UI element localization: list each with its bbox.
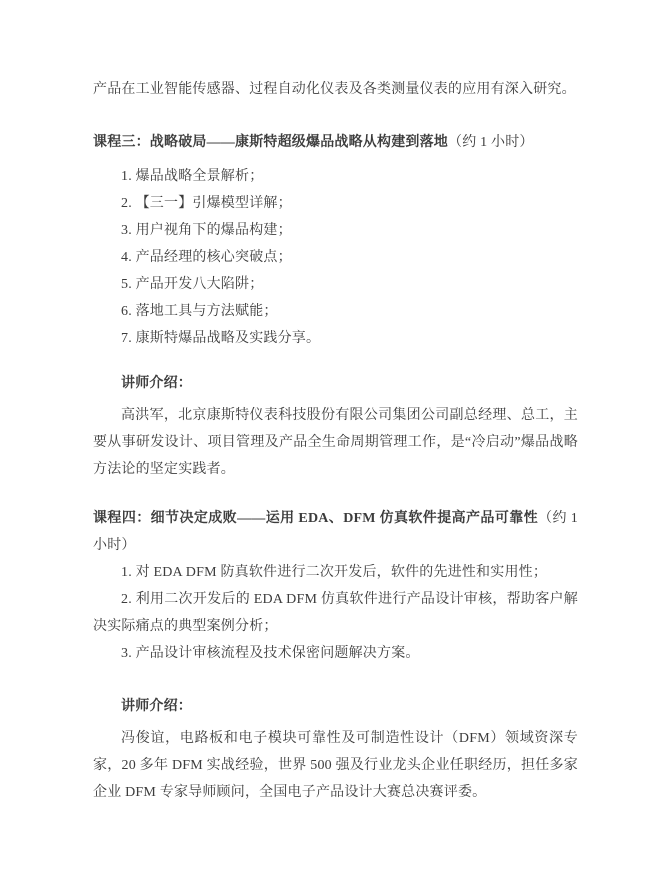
course3-item-1: 1. 爆品战略全景解析；	[121, 169, 264, 184]
course3-item-5: 5. 产品开发八大陷阱；	[121, 277, 264, 292]
course4-item-3: 3. 产品设计审核流程及技术保密问题解决方案。	[121, 646, 420, 661]
intro-paragraph: 产品在工业智能传感器、过程自动化仪表及各类测量仪表的应用有深入研究。	[93, 82, 576, 97]
course3-heading-duration: （约 1 小时）	[448, 135, 534, 150]
course4-item-1: 1. 对 EDA DFM 防真软件进行二次开发后，软件的先进性和实用性；	[121, 565, 548, 580]
course3-lecturer-bio: 高洪军，北京康斯特仪表科技股份有限公司集团公司副总经理、总工，主要从事研发设计、项目管理及产品全生命周期管理工作，是“冷启动”爆品战略方法论的坚定实践者。	[93, 408, 578, 477]
course3-item-3: 3. 用户视角下的爆品构建；	[121, 223, 292, 238]
course4-heading-duration: （约 1 小时）	[93, 511, 578, 553]
course4-lecturer-bio: 冯俊谊，电路板和电子模块可靠性及可制造性设计（DFM）领域资深专家，20 多年 DFM 实战经验，世界 500 强及行业龙头企业任职经历，担任多家企业 DFM 专家导师顾问，全国电子产品设计大赛总决赛评委。	[93, 731, 578, 800]
course3-item-7: 7. 康斯特爆品战略及实践分享。	[121, 331, 321, 346]
course3-heading-title: 课程三：战略破局——康斯特超级爆品战略从构建到落地	[93, 135, 448, 150]
course4-item-2: 2. 利用二次开发后的 EDA DFM 仿真软件进行产品设计审核，帮助客户解决实际痛点的典型案例分析；	[93, 592, 578, 634]
course3-item-6: 6. 落地工具与方法赋能；	[121, 304, 278, 319]
course3-item-2: 2. 【三一】引爆模型详解；	[121, 196, 292, 211]
course3-heading	[93, 129, 578, 156]
course4-heading	[93, 505, 578, 559]
course3-lecturer-label: 讲师介绍：	[121, 376, 192, 391]
course3-item-4: 4. 产品经理的核心突破点；	[121, 250, 292, 265]
course4-lecturer-label: 讲师介绍：	[121, 699, 192, 714]
course4-heading-title: 课程四：细节决定成败——运用 EDA、DFM 仿真软件提高产品可靠性	[93, 511, 539, 526]
